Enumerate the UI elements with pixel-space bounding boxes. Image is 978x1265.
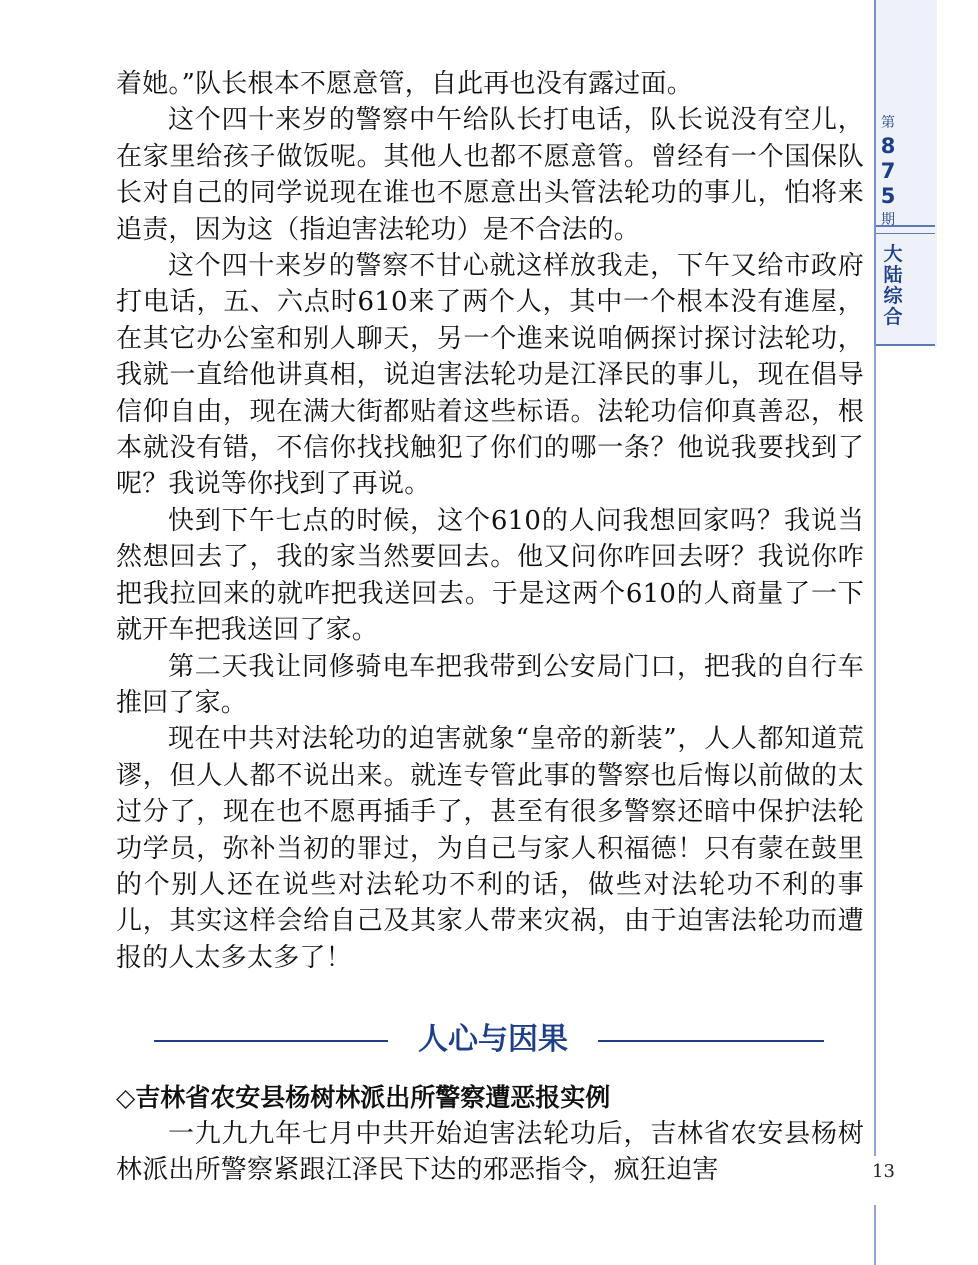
paragraph: 第二天我让同修骑电车把我带到公安局门口，把我的自行车推回了家。	[116, 651, 864, 718]
paragraph: 一九九九年七月中共开始迫害法轮功后，吉林省农安县杨树林派出所警察紧跟江泽民下达的邪恶指令，疯狂迫害	[116, 1119, 864, 1186]
paragraph: 着她。”队长根本不愿意管，自此再也没有露过面。	[116, 69, 693, 99]
issue-digit: 8	[880, 134, 896, 158]
paragraph: 现在中共对法轮功的迫害就象“皇帝的新装”，人人都知道荒谬，但人人都不说出来。就连专管此事的警察也后悔以前做的太过分了，现在也不愿再插手了，甚至有很多警察还暗中保护法轮功学员，弥补当初的罪过，为自己与家人积福德！只有蒙在鼓里的个别人还在说些对法轮功不利的话，做些对法轮功不利的事儿，其实这样会给自己及其家人带来灾祸，由于迫害法轮功而遭报的人太多太多了！	[116, 724, 864, 973]
issue-digit: 5	[880, 184, 896, 208]
issue-suffix: 期	[881, 212, 895, 228]
heading-rule	[598, 1040, 824, 1042]
section-char: 陆	[883, 264, 903, 286]
sidebar-divider	[876, 344, 935, 346]
paragraph: 这个四十来岁的警察中午给队长打电话，队长说没有空儿，在家里给孩子做饭呢。其他人也都不愿意管。曾经有一个国保队长对自己的同学说现在谁也不愿意出头管法轮功的事儿，怕将来追责，因为这（指迫害法轮功）是不合法的。	[116, 105, 864, 245]
margin-rule	[874, 1205, 876, 1265]
section-title: 人心与因果	[418, 1022, 568, 1057]
section-char: 综	[883, 285, 903, 307]
section-heading	[116, 1016, 864, 1066]
section-char: 合	[883, 306, 903, 328]
article-opening	[116, 1116, 864, 1189]
article-body	[116, 66, 864, 976]
paragraph: 这个四十来岁的警察不甘心就这样放我走，下午又给市政府打电话，五、六点时610来了两个人，其中一个根本没有進屋，在其它办公室和别人聊天，另一个進来说咱俩探讨探讨法轮功，我就一直给他讲真相，说迫害法轮功是江泽民的事儿，现在倡导信仰自由，现在满大街都贴着这些标语。法轮功信仰真善忍，根本就没有错，不信你找找触犯了你们的哪一条？他说我要找到了呢？我说等你找到了再说。	[116, 251, 864, 500]
section-char: 大	[883, 243, 903, 265]
issue-number	[876, 112, 900, 231]
page-number: 13	[872, 1161, 895, 1182]
sidebar-divider	[876, 233, 935, 234]
article-title: ◇吉林省农安县杨树林派出所警察遭恶报实例	[116, 1083, 611, 1112]
paragraph: 快到下午七点的时候，这个610的人问我想回家吗？我说当然想回去了，我的家当然要回去。他又问你咋回去呀？我说你咋把我拉回来的就咋把我送回去。于是这两个610的人商量了一下就开车把我送回了家。	[116, 505, 864, 646]
issue-digit: 7	[880, 159, 896, 183]
sidebar-section-label	[876, 244, 910, 328]
issue-prefix: 第	[881, 115, 895, 131]
margin-rule	[874, 346, 876, 1156]
heading-rule	[154, 1040, 388, 1042]
